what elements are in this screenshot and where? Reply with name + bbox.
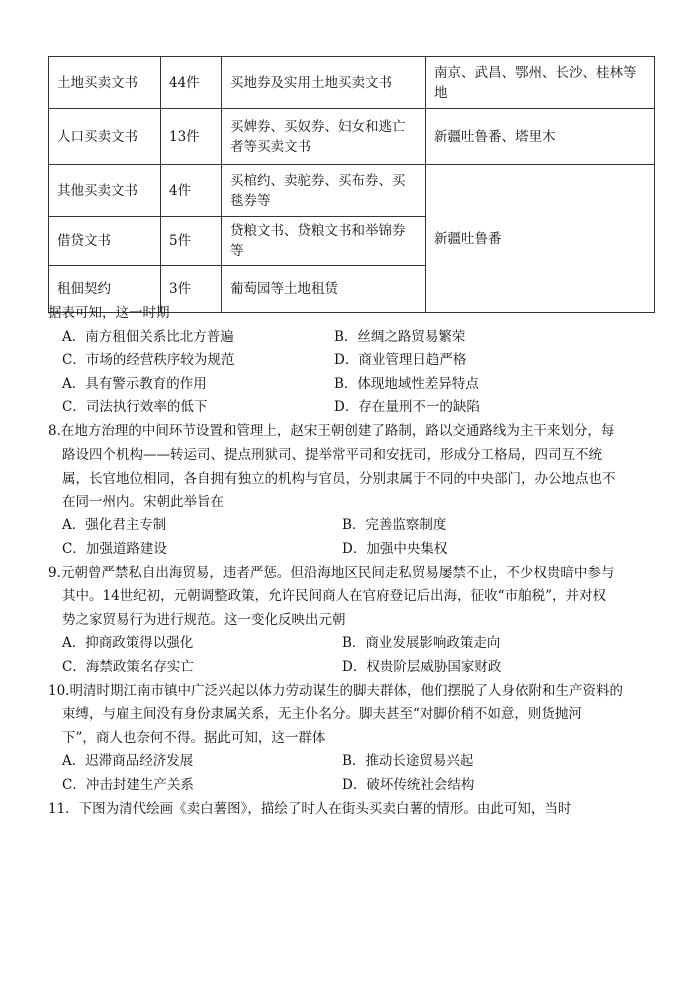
question-10-line: 10.明清时期江南市镇中广泛兴起以体力劳动谋生的脚夫群体，他们摆脱了人身依附和生产资料的 (48, 683, 623, 699)
table-cell-place: 新疆吐鲁番 (426, 165, 655, 313)
q8-option-c: C．加强道路建设 (62, 541, 167, 557)
table-cell-content: 买地券及实用土地买卖文书 (222, 57, 426, 109)
extra-option-a: A．具有警示教育的作用 (62, 376, 207, 392)
q10-option-a: A．迟滞商品经济发展 (62, 753, 194, 769)
table-cell-type: 土地买卖文书 (49, 57, 161, 109)
q9-option-a: A．抑商政策得以强化 (62, 635, 194, 651)
table-cell-type: 租佃契约 (49, 266, 161, 313)
table-cell-type: 人口买卖文书 (49, 109, 161, 165)
table-cell-place: 南京、武昌、鄂州、长沙、桂林等地 (426, 57, 655, 109)
question-11-stem: 11．下图为清代绘画《卖白薯图》，描绘了时人在街头买卖白薯的情形。由此可知，当时 (48, 801, 572, 817)
question-9-line: 其中。14世纪初，元朝调整政策，允许民间商人在官府登记后出海，征收“市舶税”，并对权 (62, 588, 606, 604)
q9-option-c: C．海禁政策名存实亡 (62, 659, 194, 675)
q8-option-d: D．加强中央集权 (342, 541, 448, 557)
table-row (49, 57, 655, 109)
table-cell-count: 5件 (161, 217, 222, 266)
q7-option-d: D．商业管理日趋严格 (334, 352, 467, 368)
q10-option-c: C．冲击封建生产关系 (62, 777, 194, 793)
table-cell-count: 4件 (161, 165, 222, 217)
q9-option-b: B．商业发展影响政策走向 (342, 635, 501, 651)
q9-option-d: D．权贵阶层威胁国家财政 (342, 659, 502, 675)
question-8-line: 路设四个机构——转运司、提点刑狱司、提举常平司和安抚司，形成分工格局，四司互不统 (62, 447, 602, 463)
table-cell-count: 13件 (161, 109, 222, 165)
q10-option-d: D．破坏传统社会结构 (342, 777, 475, 793)
question-8-line: 属，长官地位相同，各自拥有独立的机构与官员，分别隶属于不同的中央部门，办公地点也不 (62, 471, 616, 487)
trade-documents-table (48, 56, 655, 313)
table-cell-content: 葡萄园等土地租赁 (222, 266, 426, 313)
question-7-stem: 据表可知，这一时期 (48, 305, 170, 321)
question-10-line: 下”，商人也奈何不得。据此可知，这一群体 (62, 730, 326, 746)
table-cell-content: 买婢券、买奴券、妇女和逃亡者等买卖文书 (222, 109, 426, 165)
table-cell-content: 贷粮文书、贷粮文书和举锦券等 (222, 217, 426, 266)
question-9-line: 9.元朝曾严禁私自出海贸易，违者严惩。但沿海地区民间走私贸易屡禁不止，不少权贵暗中参与 (48, 565, 615, 581)
table-cell-count: 44件 (161, 57, 222, 109)
question-8-line: 在同一州内。宋朝此举旨在 (62, 494, 224, 510)
q10-option-b: B．推动长途贸易兴起 (342, 753, 474, 769)
q7-option-c: C．市场的经营秩序较为规范 (62, 352, 235, 368)
extra-option-b: B．体现地域性差异特点 (334, 376, 479, 392)
table-cell-place: 新疆吐鲁番、塔里木 (426, 109, 655, 165)
q8-option-a: A．强化君主专制 (62, 517, 167, 533)
question-8-line: 8.在地方治理的中间环节设置和管理上，赵宋王朝创建了路制，路以交通路线为主干来划分，每 (48, 423, 615, 439)
q8-option-b: B．完善监察制度 (342, 517, 447, 533)
table-row (49, 165, 655, 217)
table-cell-type: 其他买卖文书 (49, 165, 161, 217)
table-cell-content: 买棺约、卖驼券、买布券、买毯券等 (222, 165, 426, 217)
extra-option-c: C．司法执行效率的低下 (62, 399, 208, 415)
q7-option-b: B．丝绸之路贸易繁荣 (334, 329, 466, 345)
q7-option-a: A．南方租佃关系比北方普遍 (62, 329, 234, 345)
table-cell-count: 3件 (161, 266, 222, 313)
table-cell-type: 借贷文书 (49, 217, 161, 266)
question-10-line: 束缚，与雇主间没有身份隶属关系，无主仆名分。脚夫甚至“对脚价稍不如意，则货抛河 (62, 706, 582, 722)
extra-option-d: D．存在量刑不一的缺陷 (334, 399, 480, 415)
question-9-line: 势之家贸易行为进行规范。这一变化反映出元朝 (62, 612, 346, 628)
table-row (49, 109, 655, 165)
